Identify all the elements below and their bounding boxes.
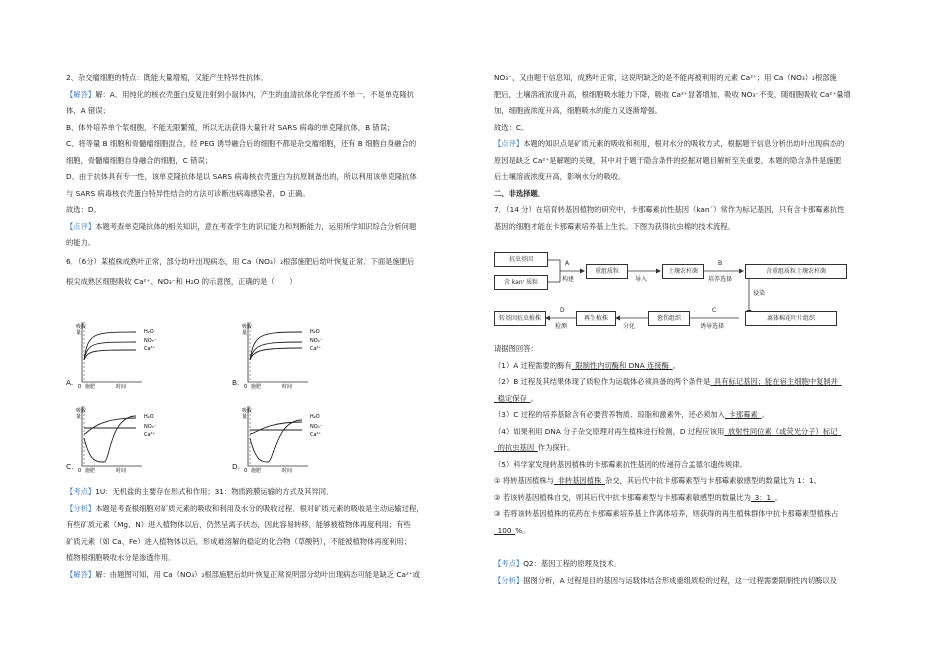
answer-prompt: ② 若该转基因植株自交，则其后代中抗卡那霉素型与卡那霉素敏感型的数量比为: [494, 492, 751, 502]
text-line: 【点评】本题考查单克隆抗体的相关知识，意在考查学生的识记能力和判断能力，运用所学知识综合分析问题: [66, 221, 417, 231]
question-6-stem: 6．（6分）某植株成熟叶正常，部分幼叶出现病态，用 Ca（NO₃）₂根部施肥后幼叶恢复正常．下面是施肥后: [66, 256, 415, 266]
text-line: 【分析】本题是考查根细胞对矿质元素的吸收和利用及水分的吸收过程．根对矿质元素的吸收是主动运输过程，: [66, 503, 424, 513]
option-graph-a: [66, 320, 176, 390]
uptake-graph: [76, 404, 186, 474]
box-regenerated-plant: 再生植株: [576, 311, 616, 326]
answer-prompt: （4）如果利用 DNA 分子杂交原理对再生植株进行检测，D 过程应该用: [494, 426, 725, 436]
answer-line: [494, 523, 892, 540]
legend-1: NO₃⁻: [310, 338, 323, 344]
answer-prompt: （2）B 过程及其结果体现了质粒作为运载体必须具备的两个条件是: [494, 377, 711, 386]
text-line: 加，细胞液浓度升高，细胞吸水的能力又逐渐增强。: [494, 106, 662, 115]
legend-0: H₂O: [310, 414, 320, 420]
answer-suffix: 。: [774, 492, 783, 502]
option-label: D.: [232, 462, 240, 471]
fertilize-label: 施肥: [85, 468, 96, 474]
answer-blank: 具有标记基因；能在宿主细胞中复制并: [710, 377, 842, 386]
answer-blank: 100: [494, 525, 516, 535]
series-curve-2: [84, 350, 136, 360]
y-axis-label: 吸收: [76, 408, 87, 414]
legend-0: H₂O: [144, 329, 154, 335]
axis-lines: [82, 322, 142, 382]
x-axis-label: 时间: [282, 384, 293, 390]
legend-0: H₂O: [144, 414, 154, 420]
text-line: NO₃⁻，又由题干信息知，成熟叶正常，这说明缺乏的是不能再被利用的元素 Ca²⁺；用 Ca（NO₃）₂根部施: [494, 73, 837, 82]
legend-1: NO₃⁻: [144, 338, 157, 344]
text-line: 【解答】解：A、用纯化的核衣壳蛋白反复注射到小鼠体内，产生的血清抗体化学性质不单一，不是单克隆抗: [66, 89, 414, 99]
answer-blank: 卡那霉素: [724, 410, 762, 419]
text-line: 有些矿质元素（Mg、N）进入植物体以后，仍然呈离子状态，因此容易转移，能够被植物体再度利用；有些: [66, 520, 411, 529]
label-c: C: [712, 307, 717, 314]
fertilize-label: 施肥: [85, 384, 96, 390]
legend-2: Ca²⁺: [310, 432, 322, 438]
question-6-stem: 根尖成熟区细胞吸收 Ca²⁺、NO₃⁻和 H₂O 的示意图，正确的是（ ）: [66, 277, 297, 286]
origin-label: 0: [244, 468, 248, 474]
box-insect-gene: 抗虫基因: [494, 252, 548, 267]
answer-line: [494, 490, 892, 507]
answer-line: [494, 424, 892, 441]
option-label: A.: [66, 378, 74, 387]
origin-label: 0: [244, 384, 248, 390]
answer-prompt: 请据图回答：: [494, 344, 538, 353]
text-line: 矿质元素（如 Ca、Fe）进入植物体以后，形成难溶解的稳定的化合物（草酸钙），不能被植物体再度利用；: [66, 536, 411, 546]
box-callus: 愈伤组织: [648, 311, 690, 326]
label-a: A: [565, 260, 570, 267]
flow-diagram: [494, 248, 894, 336]
text-line: 肥后，土壤溶液浓度升高，根细胞吸水能力下降，吸收 Ca²⁺显著增加，吸收 NO₃⁻不变，随细胞吸收 Ca²⁺量增: [494, 89, 851, 99]
right-column-tail: [494, 556, 892, 589]
label-detect: 检测: [555, 323, 568, 330]
series-curve-2: [250, 348, 302, 360]
text-line: 的能力。: [66, 238, 96, 247]
label-infect: 侵染: [753, 290, 766, 297]
option-graph-d: [232, 404, 342, 474]
left-column: [66, 70, 462, 291]
answer-prompt: ③ 若将该转基因植株的花药在卡那霉素培养基上作离体培养，则获得的再生植株群体中抗卡那霉素型植株占: [494, 509, 839, 518]
answer-line: [494, 407, 892, 424]
answer-blank: 非转基因植株: [553, 476, 606, 485]
answer-suffix: %。: [515, 525, 530, 535]
text-line: 后土壤溶液浓度升高，影响水分的吸收。: [494, 172, 626, 181]
section-heading: 二、非选择题．: [494, 188, 546, 198]
answer-line: [494, 358, 892, 375]
text-line: 与 SARS 病毒核衣壳蛋白特异性结合的方法可诊断出病毒感染者，D 正确。: [66, 188, 310, 198]
x-axis-label: 时间: [116, 384, 127, 390]
legend-2: Ca²⁺: [310, 346, 322, 352]
answer-prompt: （3）C 过程的培养基除含有必要营养物质、琼脂和激素外，还必须加入: [494, 410, 725, 419]
series-curve-0: [250, 332, 302, 360]
text-line: 细胞，骨髓瘤细胞自身融合的细胞，C 错误；: [66, 155, 213, 165]
text-line: B、体外培养单个浆细胞，不能无限繁殖，所以无法获得大量针对 SARS 病毒的单克隆抗体，B 错误；: [66, 122, 395, 132]
text-line: 故选：C。: [494, 122, 529, 132]
answer-suffix: 杂交，其后代中抗卡那霉素型与卡那霉素敏感型的数量比为 1：1。: [605, 476, 821, 485]
legend-0: H₂O: [310, 329, 320, 335]
text-line: 体，A 错误；: [66, 106, 110, 115]
text-line: 【考点】Q2：基因工程的原理及技术．: [494, 559, 622, 568]
y-axis-label: 量: [76, 414, 82, 420]
answer-line: [494, 391, 892, 408]
fertilize-label: 施肥: [251, 468, 262, 474]
x-axis-label: 时间: [282, 468, 293, 474]
option-graph-c: [66, 404, 176, 474]
text-line: 【考点】1U：无机盐的主要存在形式和作用；31：物质跨膜运输的方式及其异同．: [66, 487, 334, 496]
x-axis-label: 时间: [116, 468, 127, 474]
label-differentiate: 分化: [623, 323, 636, 330]
answer-line: [494, 440, 892, 457]
y-axis-label: 吸收: [76, 324, 87, 330]
question-7-stem: 基因的细胞才能在卡那霉素培养基上生长。下图为获得抗虫棉的技术流程。: [494, 221, 735, 231]
option-graph-b: [232, 320, 342, 390]
box-agrobacterium: 土壤农杆菌: [662, 264, 704, 279]
answer-blank: 限制性内切酶和 DNA 连接酶: [571, 360, 673, 370]
box-recombinant-agrobacterium: 含重组质粒土壤农杆菌: [745, 264, 847, 279]
y-axis-label: 吸收: [242, 408, 253, 414]
answer-suffix: 。: [672, 360, 680, 370]
answer-blank: 放射性同位素（或荧光分子）标记: [724, 426, 842, 436]
answer-line: [494, 506, 892, 523]
label-induce-select: 诱导选择: [700, 323, 725, 330]
uptake-graph: [242, 320, 352, 390]
y-axis-label: 量: [242, 330, 248, 336]
answer-blank: 稳定保存: [494, 393, 531, 403]
box-leaf-tissue: 离体棉花叶片组织: [745, 311, 837, 326]
answer-prompt: （1）A 过程需要的酶有: [494, 360, 572, 370]
right-column: [494, 70, 892, 235]
answer-line: [494, 374, 892, 391]
text-line: 故选：D。: [66, 205, 101, 214]
y-axis-label: 吸收: [242, 324, 253, 330]
text-line: 植物根细胞吸收水分是渗透作用．: [66, 553, 176, 562]
answer-blank: 的抗虫基因: [494, 443, 538, 452]
series-curve-1: [250, 342, 302, 360]
fertilize-label: 施肥: [251, 384, 262, 390]
uptake-graph: [76, 320, 186, 390]
answer-line: [494, 457, 892, 474]
label-d: D: [560, 307, 565, 314]
option-label: C.: [66, 462, 74, 471]
option-label: B.: [232, 378, 240, 387]
box-recombinant-plasmid: 重组质粒: [586, 264, 628, 279]
series-curve-0: [84, 416, 136, 462]
text-line: 原因是缺乏 Ca²⁺是解题的关键，其中对于题干隐含条件的挖掘对题目解析至关重要，本题的隐含条件是施肥: [494, 155, 842, 165]
answer-prompt: ① 将转基因植株与: [494, 476, 554, 485]
series-curve-2: [84, 418, 136, 434]
legend-2: Ca²⁺: [144, 346, 156, 352]
text-line: D、由于抗体具有专一性，该单克隆抗体是以 SARS 病毒核衣壳蛋白为抗原制备出的，所以利用该单克隆抗体: [66, 172, 417, 181]
series-curve-0: [250, 420, 302, 462]
y-axis-label: 量: [76, 330, 82, 336]
answer-blank: 3：1: [750, 492, 775, 502]
label-culture-select: 培养选择: [708, 276, 733, 283]
box-transgenic-plant: 转基因抗虫植株: [494, 311, 546, 326]
question-7-stem: 7．（14 分）在培育转基因植物的研究中，卡那霉素抗性基因（kan´）常作为标记基因，只有含卡那霉素抗性: [494, 205, 845, 214]
uptake-graph: [242, 404, 352, 474]
text-line: 2、杂交瘤细胞的特点：既能大量增殖，又能产生特异性抗体。: [66, 73, 268, 82]
answer-suffix: 。: [530, 393, 538, 403]
series-curve-2: [250, 422, 302, 434]
text-line: 【分析】据图分析，A 过程是目的基因与运载体结合形成重组质粒的过程，这一过程需要限制性内切酶以及: [494, 575, 837, 585]
legend-1: NO₃⁻: [310, 424, 323, 430]
text-line: 【点评】本题的知识点是矿质元素的吸收和利用，根对水分的吸收方式，根据题干信息分析出幼叶出现病态的: [494, 139, 845, 148]
right-column-answers: [494, 341, 892, 539]
legend-1: NO₃⁻: [144, 424, 157, 430]
answer-suffix: 。: [761, 410, 769, 419]
left-column-analysis: [66, 484, 462, 583]
box-kan-plasmid: 含 kanʳ 质粒: [494, 275, 548, 290]
answer-line: [494, 341, 892, 358]
answer-suffix: 作为探针。: [537, 443, 575, 452]
label-import: 导入: [635, 276, 648, 283]
label-construct: 构建: [562, 276, 575, 283]
text-line: C、将等量 B 细胞和骨髓瘤细胞混合，经 PEG 诱导融合后的细胞不都是杂交瘤细胞，还有 B 细胞自身融合的: [66, 139, 417, 148]
series-curve-1: [84, 342, 136, 360]
origin-label: 0: [78, 468, 82, 474]
answer-prompt: （5）科学家发现转基因植株的卡那霉素抗性基因的传递符合孟德尔遗传规律。: [494, 459, 747, 469]
legend-2: Ca²⁺: [144, 432, 156, 438]
origin-label: 0: [78, 384, 82, 390]
label-b: B: [718, 260, 723, 267]
y-axis-label: 量: [242, 414, 248, 420]
answer-line: [494, 473, 892, 490]
text-line: 【解答】解：由题图可知，用 Ca（NO₃）₂根部施肥后幼叶恢复正常说明部分幼叶出现病态可能是缺乏 Ca²⁺或: [66, 569, 421, 579]
